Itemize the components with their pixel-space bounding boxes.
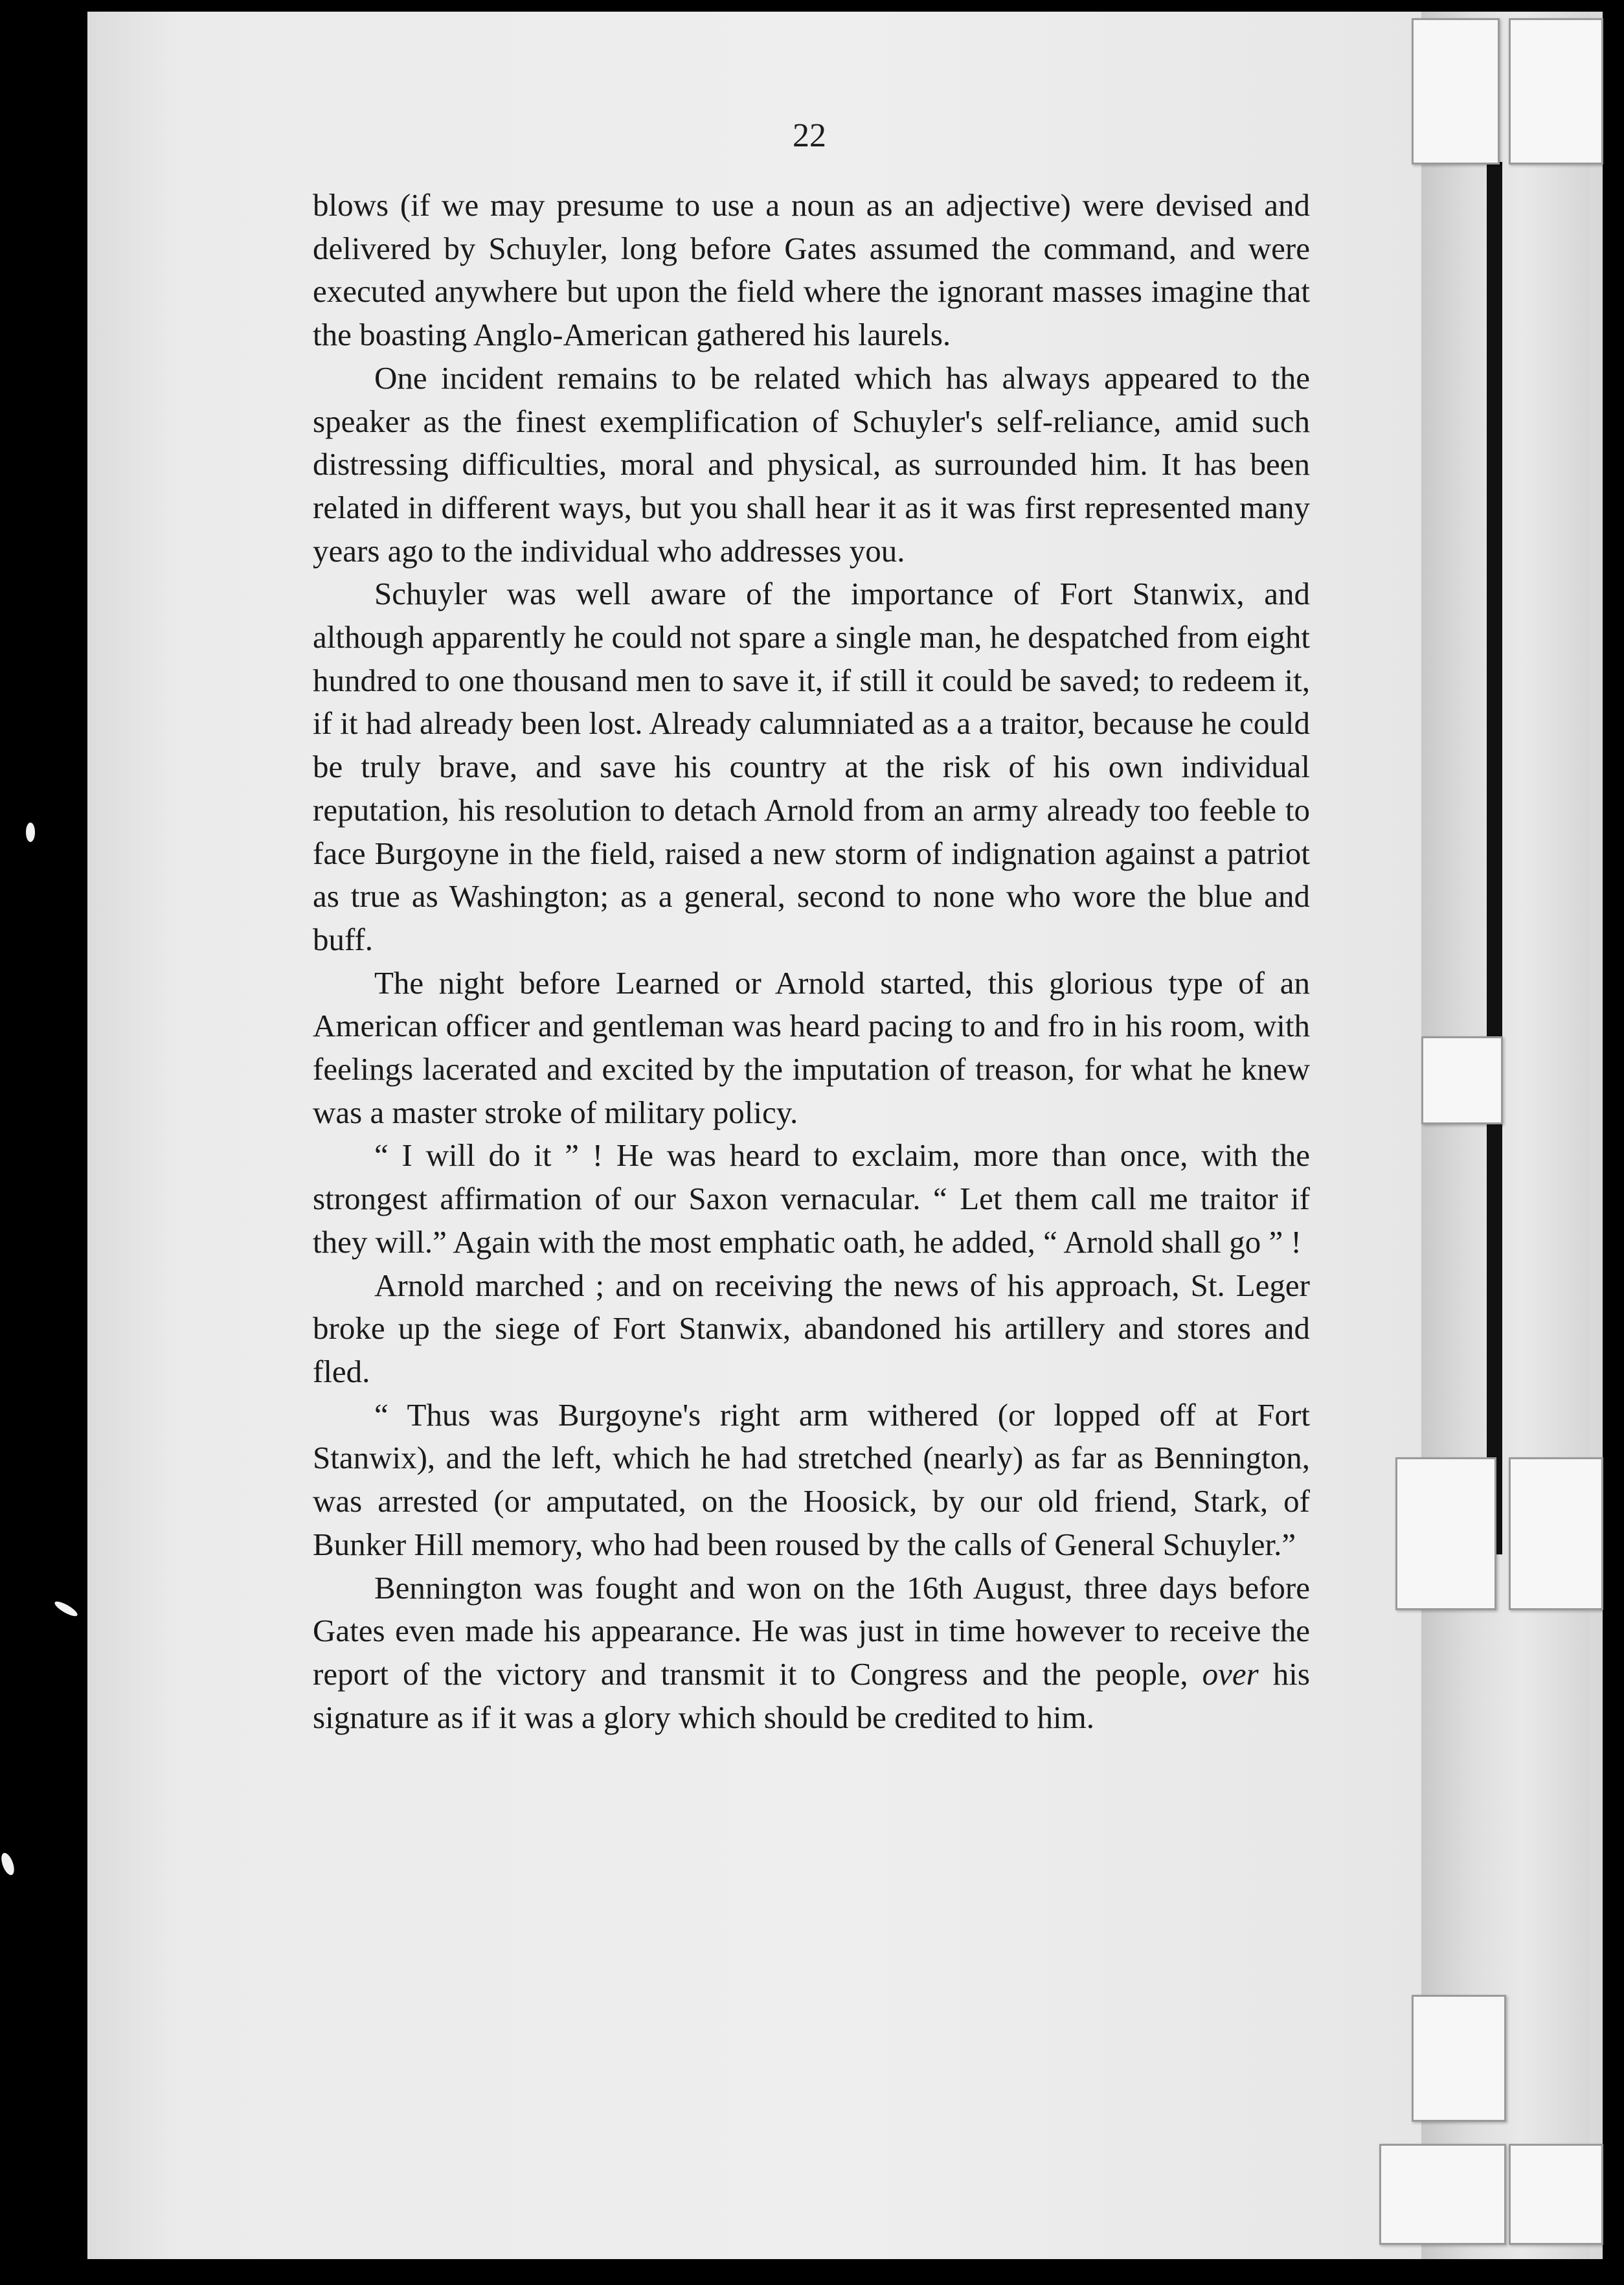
paragraph: “ I will do it ” ! He was heard to exclaim, more than once, with the strongest affirmation of our Saxon vernacular. “ Let them call me traitor if they will.” Again with the most emphatic oath, he added, “ Arnold shall go ” ! (313, 1137, 1310, 1260)
binding-tab (1421, 1036, 1503, 1124)
paragraph-text: his signature as if it was a glory which should be credited to him. (313, 1655, 1310, 1735)
paragraph: One incident remains to be related which has always appeared to the speaker as the finest exemplification of Schuyler's self-reliance, amid such distressing difficulties, moral and physical, as surrounded him. It has been related in different ways, but you shall hear it as it was first represented many years ago to the individual who addresses you. (313, 359, 1310, 569)
paragraph: The night before Learned or Arnold started, this glorious type of an American officer and gentleman was heard pacing to and fro in his room, with feelings lacerated and excited by the imputation of treason, for what he knew was a master stroke of military policy. (313, 964, 1310, 1130)
binding-tab (1509, 1457, 1603, 1610)
binding-tab (1412, 1995, 1506, 2122)
paragraph: Arnold marched ; and on receiving the news of his approach, St. Leger broke up the siege of Fort Stanwix, abandoned his artillery and stores and fled. (313, 1267, 1310, 1389)
binding-tab (1509, 2144, 1603, 2245)
paragraph (313, 1567, 1310, 1740)
binding-strip (1421, 12, 1590, 2259)
paragraph-text: Bennington was fought and won on the 16th August, three days before Gates even made his appearance. He was just in time however to receive the report of the victory and transmit it to Congress and the people, (313, 1569, 1310, 1692)
binding-gutter (1487, 162, 1502, 1554)
body-text (313, 184, 1310, 1739)
italic-word: over (1202, 1655, 1259, 1692)
binding-tab (1379, 2144, 1506, 2245)
binding-tab (1509, 18, 1603, 165)
paragraph: Schuyler was well aware of the importance of Fort Stanwix, and although apparently he could not spare a single man, he despatched from eight hundred to one thousand men to save it, if still it could be saved; to redeem it, if it had already been lost. Already calumniated as a a traitor, because he could be truly brave, and save his country at the risk of his own individual reputation, his resolution to detach Arnold from an army already too feeble to face Burgoyne in the field, raised a new storm of indignation against a patriot as true as Washington; as a general, second to none who wore the blue and buff. (313, 576, 1310, 957)
binding-tab (1412, 18, 1500, 165)
scan-speck (0, 1851, 17, 1876)
paragraph: “ Thus was Burgoyne's right arm withered (or lopped off at Fort Stanwix), and the left, which he had stretched (nearly) as far as Bennington, was arrested (or amputated, on the Hoosick, by our old friend, Stark, of Bunker Hill memory, who had been roused by the calls of General Schuyler.” (313, 1396, 1310, 1562)
binding-tab (1395, 1457, 1496, 1610)
scan-speck (53, 1599, 80, 1619)
page-number: 22 (793, 117, 826, 154)
scan-speck (26, 823, 35, 842)
paragraph: blows (if we may presume to use a noun as an adjective) were devised and delivered by Schuyler, long before Gates assumed the command, and were executed anywhere but upon the field where the ignorant masses imagine that the boasting Anglo-American gathered his laurels. (313, 187, 1310, 353)
